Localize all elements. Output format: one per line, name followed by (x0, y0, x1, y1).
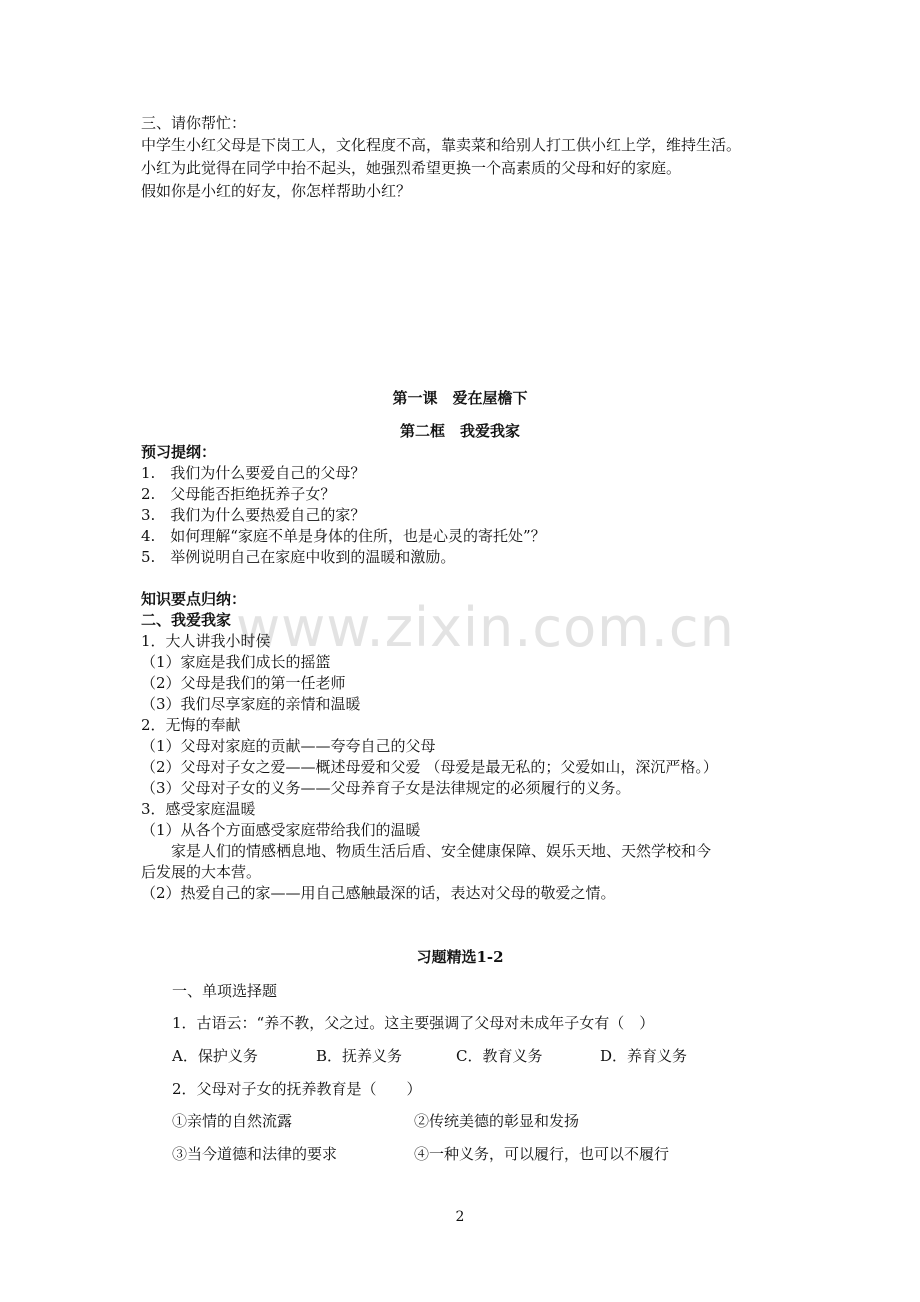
question-1-stem: 1．古语云：“养不教，父之过。这主要强调了父母对未成年子女有（ ） (172, 1014, 655, 1032)
knowledge-line: （3）我们尽享家庭的亲情和温暖 (141, 695, 361, 713)
knowledge-line: （2）父母对子女之爱——概述母爱和父爱 （母爱是最无私的；父爱如山，深沉严格。） (141, 758, 718, 776)
knowledge-line: （1）家庭是我们成长的摇篮 (141, 653, 331, 671)
knowledge-line: 家是人们的情感栖息地、物质生活后盾、安全健康保障、娱乐天地、天然学校和今 (141, 842, 712, 860)
knowledge-line: （2）热爱自己的家——用自己感触最深的话，表达对父母的敬爱之情。 (141, 884, 616, 902)
knowledge-line: 后发展的大本营。 (141, 863, 262, 881)
question-2-option-1: ①亲情的自然流露 (172, 1112, 293, 1130)
preview-item: 2. 父母能否拒绝抚养子女？ (141, 485, 336, 503)
knowledge-line: 2．无悔的奉献 (141, 716, 241, 734)
question-1-option-b: B．抚养义务 (316, 1047, 403, 1065)
knowledge-line: （1）从各个方面感受家庭带给我们的温暖 (141, 821, 421, 839)
question-2-option-4: ④一种义务，可以履行，也可以不履行 (414, 1145, 670, 1163)
knowledge-line: 3．感受家庭温暖 (141, 800, 256, 818)
watermark: www.zixin.com.cn (236, 596, 735, 659)
help-line: 小红为此觉得在同学中抬不起头，她强烈希望更换一个高素质的父母和好的家庭。 (141, 159, 682, 177)
help-line: 假如你是小红的好友，你怎样帮助小红？ (141, 182, 412, 200)
knowledge-line: （3）父母对子女的义务——父母养育子女是法律规定的必须履行的义务。 (141, 779, 631, 797)
page-number: 2 (455, 1209, 465, 1225)
help-line: 中学生小红父母是下岗工人，文化程度不高，靠卖菜和给别人打工供小红上学，维持生活。 (141, 136, 742, 154)
knowledge-line: （2）父母是我们的第一任老师 (141, 674, 346, 692)
question-1-option-d: D．养育义务 (600, 1047, 688, 1065)
help-heading: 三、请你帮忙： (141, 114, 247, 132)
question-1-option-a: A．保护义务 (172, 1047, 258, 1065)
knowledge-section (141, 610, 231, 630)
exercises-title: 习题精选1-2 (416, 948, 504, 966)
preview-item: 3. 我们为什么要热爱自己的家？ (141, 506, 366, 524)
lesson-title: 第一课 爱在屋檐下 (392, 389, 528, 407)
knowledge-heading: 知识要点归纳： (141, 590, 247, 608)
knowledge-line: （1）父母对家庭的贡献——夸夸自己的父母 (141, 737, 436, 755)
question-2-option-2: ②传统美德的彰显和发扬 (414, 1112, 580, 1130)
preview-item: 5. 举例说明自己在家庭中收到的温暖和激励。 (141, 548, 456, 566)
question-2-stem: 2．父母对子女的抚养教育是（ ） (172, 1080, 422, 1098)
exercises-section: 一、单项选择题 (172, 982, 278, 1000)
question-2-option-3: ③当今道德和法律的要求 (172, 1145, 338, 1163)
preview-item: 4. 如何理解“家庭不单是身体的住所，也是心灵的寄托处”？ (141, 527, 546, 545)
preview-item: 1. 我们为什么要爱自己的父母？ (141, 464, 366, 482)
preview-heading: 预习提纲： (141, 443, 217, 461)
knowledge-line: 1．大人讲我小时侯 (141, 632, 271, 650)
question-1-option-c: C．教育义务 (456, 1047, 543, 1065)
lesson-subtitle: 第二框 我爱我家 (399, 422, 520, 440)
knowledge-section-label: 二、我爱我家 (141, 611, 232, 629)
